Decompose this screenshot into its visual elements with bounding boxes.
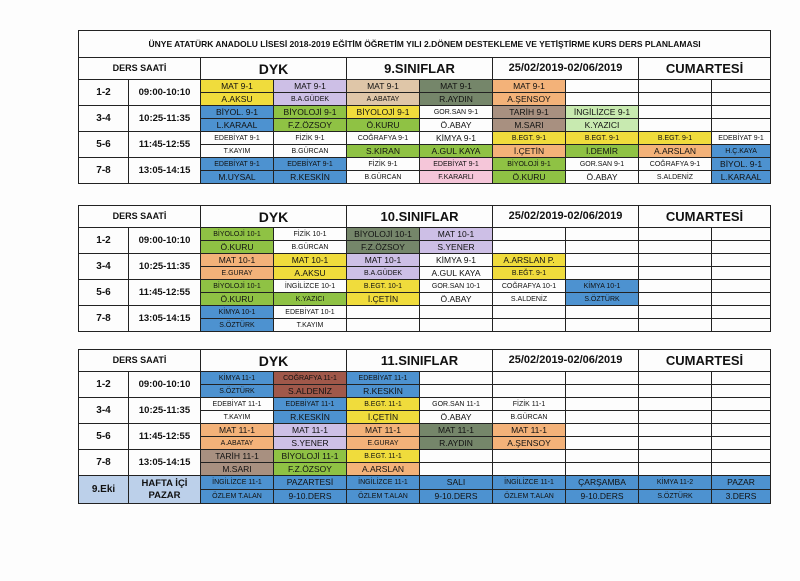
extra-day-line2: PAZAR xyxy=(148,490,181,501)
schedule-cell xyxy=(712,411,771,424)
schedule-cell: BİYOLOJİ 11-1 xyxy=(274,450,347,463)
schedule-cell xyxy=(566,437,639,450)
schedule-cell: T.KAYIM xyxy=(274,319,347,332)
schedule-cell xyxy=(420,463,493,476)
schedule-cell xyxy=(566,411,639,424)
schedule-cell: F.Z.ÖZSOY xyxy=(274,463,347,476)
schedule-cell: T.KAYIM xyxy=(201,411,274,424)
table-row xyxy=(79,398,771,411)
schedule-cell: COĞRAFYA 9-1 xyxy=(639,158,712,171)
schedule-table-10 xyxy=(78,205,771,332)
schedule-cell: S.KIRAN xyxy=(347,145,420,158)
schedule-cell: MAT 9-1 xyxy=(420,80,493,93)
time-range: 13:05-14:15 xyxy=(129,450,201,476)
document-title: ÜNYE ATATÜRK ANADOLU LİSESİ 2018-2019 EĞİTİM ÖĞRETİM YILI 2.DÖNEM DESTEKLEME VE YETİŞTİRME KURS DERS PLANLAMASI xyxy=(79,31,771,58)
schedule-cell xyxy=(566,398,639,411)
dyk-header: DYK xyxy=(201,350,347,372)
schedule-cell xyxy=(347,306,420,319)
schedule-cell: MAT 10-1 xyxy=(201,254,274,267)
class-header: 10.SINIFLAR xyxy=(347,206,493,228)
schedule-cell xyxy=(639,411,712,424)
schedule-cell xyxy=(712,254,771,267)
slot-label: 5-6 xyxy=(79,424,129,450)
time-range: 11:45-12:55 xyxy=(129,424,201,450)
slot-label: 5-6 xyxy=(79,280,129,306)
time-range: 13:05-14:15 xyxy=(129,158,201,184)
schedule-cell: 9-10.DERS xyxy=(566,490,639,504)
schedule-cell: B.GÜRCAN xyxy=(347,171,420,184)
schedule-cell: BİYOLOJİ 10-1 xyxy=(201,228,274,241)
schedule-cell xyxy=(712,372,771,385)
schedule-cell: 9-10.DERS xyxy=(420,490,493,504)
schedule-cell: EDEBİYAT 9-1 xyxy=(201,132,274,145)
schedule-cell xyxy=(712,80,771,93)
schedule-cell: E.GURAY xyxy=(201,267,274,280)
time-range: 09:00-10:10 xyxy=(129,372,201,398)
schedule-cell: BİYOL. 9-1 xyxy=(712,158,771,171)
schedule-cell xyxy=(639,372,712,385)
schedule-cell: B.A.GÜDEK xyxy=(347,267,420,280)
schedule-cell: EDEBİYAT 9-1 xyxy=(712,132,771,145)
schedule-cell xyxy=(639,106,712,119)
schedule-cell xyxy=(566,463,639,476)
schedule-cell: S.ÖZTÜRK xyxy=(639,490,712,504)
schedule-cell xyxy=(639,241,712,254)
schedule-cell: BİYOLOJİ 9-1 xyxy=(274,106,347,119)
schedule-cell: T.KAYIM xyxy=(201,145,274,158)
time-range: 11:45-12:55 xyxy=(129,280,201,306)
schedule-cell: EDEBİYAT 11-1 xyxy=(274,398,347,411)
schedule-cell xyxy=(420,385,493,398)
schedule-cell: MAT 9-1 xyxy=(493,80,566,93)
schedule-cell: B.EGT. 11-1 xyxy=(347,450,420,463)
schedule-cell xyxy=(639,119,712,132)
schedule-cell: R.KESKİN xyxy=(274,171,347,184)
schedule-cell xyxy=(712,93,771,106)
dyk-header: DYK xyxy=(201,58,347,80)
schedule-cell xyxy=(639,280,712,293)
schedule-cell: S.ALDENİZ xyxy=(274,385,347,398)
schedule-cell xyxy=(566,319,639,332)
schedule-cell xyxy=(420,319,493,332)
schedule-cell: MAT 9-1 xyxy=(347,80,420,93)
schedule-cell: S.ALDENİZ xyxy=(639,171,712,184)
schedule-cell xyxy=(712,385,771,398)
time-range: 09:00-10:10 xyxy=(129,80,201,106)
schedule-cell: K.YAZICI xyxy=(566,119,639,132)
schedule-cell: KİMYA 9-1 xyxy=(420,132,493,145)
schedule-cell: MAT 11-1 xyxy=(274,424,347,437)
schedule-cell: KİMYA 9-1 xyxy=(420,254,493,267)
schedule-cell: KİMYA 11-1 xyxy=(201,372,274,385)
schedule-cell: M.SARI xyxy=(201,463,274,476)
slot-label: 7-8 xyxy=(79,306,129,332)
schedule-cell: 3.DERS xyxy=(712,490,771,504)
extra-day-line1: HAFTA İÇİ xyxy=(141,477,188,489)
schedule-cell xyxy=(712,280,771,293)
schedule-cell: E.GURAY xyxy=(347,437,420,450)
schedule-cell xyxy=(639,306,712,319)
schedule-cell: M.SARI xyxy=(493,119,566,132)
schedule-cell: BİYOLOJİ 9-1 xyxy=(347,106,420,119)
schedule-cell: İ.ÇETİN xyxy=(347,411,420,424)
slot-label: 3-4 xyxy=(79,254,129,280)
table-row xyxy=(79,132,771,145)
schedule-cell: EDEBİYAT 9-1 xyxy=(201,158,274,171)
schedule-cell: F.KARARLI xyxy=(420,171,493,184)
schedule-cell: A.ŞENSOY xyxy=(493,437,566,450)
schedule-cell: MAT 9-1 xyxy=(274,80,347,93)
slot-label: 3-4 xyxy=(79,106,129,132)
schedule-cell: KİMYA 10-1 xyxy=(201,306,274,319)
schedule-cell: GOR.SAN 11-1 xyxy=(420,398,493,411)
schedule-cell xyxy=(566,241,639,254)
schedule-cell: B.EGT. 10-1 xyxy=(347,280,420,293)
slot-label: 1-2 xyxy=(79,228,129,254)
schedule-cell: Ö.KURU xyxy=(347,119,420,132)
schedule-cell: S.YENER xyxy=(274,437,347,450)
schedule-cell: S.ÖZTÜRK xyxy=(566,293,639,306)
schedule-cell: A.ABATAY xyxy=(347,93,420,106)
schedule-cell: ÖZLEM T.ALAN xyxy=(347,490,420,504)
schedule-cell: B.GÜRCAN xyxy=(493,411,566,424)
schedule-cell xyxy=(639,228,712,241)
table-row xyxy=(79,80,771,93)
slot-label: 5-6 xyxy=(79,132,129,158)
ders-saati-header: DERS SAATİ xyxy=(79,206,201,228)
schedule-cell xyxy=(712,398,771,411)
schedule-cell: BİYOLOJİ 9-1 xyxy=(493,158,566,171)
table-row xyxy=(79,158,771,171)
schedule-cell: A.ARSLAN xyxy=(639,145,712,158)
schedule-cell: PAZARTESİ xyxy=(274,476,347,490)
schedule-cell: MAT 10-1 xyxy=(420,228,493,241)
schedule-cell: B.GÜRCAN xyxy=(274,241,347,254)
schedule-cell: PAZAR xyxy=(712,476,771,490)
schedule-cell: EDEBİYAT 11-1 xyxy=(347,372,420,385)
schedule-cell xyxy=(493,450,566,463)
schedule-cell xyxy=(566,450,639,463)
schedule-cell: S.ALDENİZ xyxy=(493,293,566,306)
schedule-cell xyxy=(493,228,566,241)
schedule-cell: A.GUL KAYA xyxy=(420,267,493,280)
schedule-cell xyxy=(639,254,712,267)
table-row xyxy=(79,254,771,267)
schedule-cell: COĞRAFYA 9-1 xyxy=(347,132,420,145)
schedule-cell xyxy=(493,372,566,385)
schedule-cell: Ö.ABAY xyxy=(566,171,639,184)
schedule-cell xyxy=(639,93,712,106)
schedule-cell: L.KARAAL xyxy=(712,171,771,184)
schedule-cell: B.EĞT. 9-1 xyxy=(493,267,566,280)
schedule-cell: COĞRAFYA 10-1 xyxy=(493,280,566,293)
schedule-cell: MAT 11-1 xyxy=(420,424,493,437)
schedule-cell xyxy=(639,319,712,332)
schedule-cell: F.Z.ÖZSOY xyxy=(347,241,420,254)
schedule-cell: MAT 10-1 xyxy=(347,254,420,267)
ders-saati-header: DERS SAATİ xyxy=(79,350,201,372)
schedule-table-9 xyxy=(78,30,771,184)
extra-label: 9.Eki xyxy=(79,476,129,504)
schedule-cell: İNGİLİZCE 11-1 xyxy=(201,476,274,490)
schedule-cell: TARİH 11-1 xyxy=(201,450,274,463)
class-header: 11.SINIFLAR xyxy=(347,350,493,372)
schedule-cell: S.YENER xyxy=(420,241,493,254)
date-range-header: 25/02/2019-02/06/2019 xyxy=(493,206,639,228)
schedule-cell: A.ABATAY xyxy=(201,437,274,450)
schedule-table-11 xyxy=(78,349,771,504)
date-range-header: 25/02/2019-02/06/2019 xyxy=(493,350,639,372)
slot-label: 7-8 xyxy=(79,158,129,184)
schedule-cell xyxy=(712,437,771,450)
schedule-cell: R.AYDIN xyxy=(420,93,493,106)
schedule-cell xyxy=(712,319,771,332)
schedule-cell: FİZİK 10-1 xyxy=(274,228,347,241)
schedule-cell: İ.DEMİR xyxy=(566,145,639,158)
schedule-cell: BİYOL. 9-1 xyxy=(201,106,274,119)
slot-label: 3-4 xyxy=(79,398,129,424)
schedule-cell: Ö.ABAY xyxy=(420,119,493,132)
schedule-cell: BİYOLOJİ 10-1 xyxy=(347,228,420,241)
schedule-cell: İNGİLİZCE 10-1 xyxy=(274,280,347,293)
schedule-cell xyxy=(493,385,566,398)
saturday-header: CUMARTESİ xyxy=(639,58,771,80)
schedule-cell xyxy=(712,119,771,132)
schedule-cell xyxy=(566,306,639,319)
schedule-cell xyxy=(639,293,712,306)
schedule-cell: A.ŞENSOY xyxy=(493,93,566,106)
table-row xyxy=(79,476,771,490)
schedule-cell xyxy=(493,241,566,254)
ders-saati-header: DERS SAATİ xyxy=(79,58,201,80)
schedule-cell: Ö.ABAY xyxy=(420,411,493,424)
schedule-cell: A.AKSU xyxy=(201,93,274,106)
saturday-header: CUMARTESİ xyxy=(639,206,771,228)
schedule-cell: Ö.KURU xyxy=(493,171,566,184)
schedule-cell xyxy=(639,398,712,411)
schedule-cell xyxy=(493,306,566,319)
schedule-cell: GOR.SAN 9-1 xyxy=(566,158,639,171)
schedule-cell xyxy=(712,106,771,119)
schedule-cell: B.EGT. 9-1 xyxy=(566,132,639,145)
date-range-header: 25/02/2019-02/06/2019 xyxy=(493,58,639,80)
schedule-cell: ÖZLEM T.ALAN xyxy=(493,490,566,504)
dyk-header: DYK xyxy=(201,206,347,228)
schedule-cell xyxy=(493,319,566,332)
schedule-cell: COĞRAFYA 11-1 xyxy=(274,372,347,385)
schedule-cell: B.GÜRCAN xyxy=(274,145,347,158)
schedule-cell: Ö.ABAY xyxy=(420,293,493,306)
schedule-cell: R.AYDIN xyxy=(420,437,493,450)
schedule-cell: FİZİK 11-1 xyxy=(493,398,566,411)
schedule-cell xyxy=(347,319,420,332)
time-range: 10:25-11:35 xyxy=(129,106,201,132)
schedule-cell xyxy=(493,463,566,476)
schedule-cell: SALI xyxy=(420,476,493,490)
extra-day xyxy=(129,476,201,504)
schedule-cell: A.ARSLAN xyxy=(347,463,420,476)
schedule-cell: MAT 11-1 xyxy=(347,424,420,437)
schedule-cell: EDEBİYAT 11-1 xyxy=(201,398,274,411)
schedule-cell xyxy=(566,267,639,280)
schedule-cell: M.UYSAL xyxy=(201,171,274,184)
schedule-cell: GOR.SAN 9-1 xyxy=(420,106,493,119)
schedule-cell: 9-10.DERS xyxy=(274,490,347,504)
schedule-cell xyxy=(566,254,639,267)
schedule-cell xyxy=(566,93,639,106)
schedule-cell: MAT 11-1 xyxy=(493,424,566,437)
schedule-cell xyxy=(712,267,771,280)
schedule-cell: F.Z.ÖZSOY xyxy=(274,119,347,132)
schedule-cell xyxy=(420,306,493,319)
schedule-cell: EDEBİYAT 10-1 xyxy=(274,306,347,319)
schedule-cell: BİYOLOJİ 10-1 xyxy=(201,280,274,293)
schedule-cell xyxy=(566,385,639,398)
time-range: 13:05-14:15 xyxy=(129,306,201,332)
schedule-cell: MAT 11-1 xyxy=(201,424,274,437)
schedule-cell: GOR.SAN 10-1 xyxy=(420,280,493,293)
schedule-cell xyxy=(639,450,712,463)
schedule-cell xyxy=(712,424,771,437)
schedule-cell: ÇARŞAMBA xyxy=(566,476,639,490)
schedule-cell xyxy=(639,267,712,280)
schedule-cell: MAT 10-1 xyxy=(274,254,347,267)
schedule-cell xyxy=(566,372,639,385)
table-row xyxy=(79,228,771,241)
schedule-cell: B.EGT. 11-1 xyxy=(347,398,420,411)
table-row xyxy=(79,372,771,385)
schedule-cell xyxy=(712,450,771,463)
schedule-cell: İ.ÇETİN xyxy=(347,293,420,306)
time-range: 09:00-10:10 xyxy=(129,228,201,254)
schedule-cell: A.GUL KAYA xyxy=(420,145,493,158)
slot-label: 1-2 xyxy=(79,80,129,106)
schedule-cell: B.EGT. 9-1 xyxy=(639,132,712,145)
table-row xyxy=(79,306,771,319)
schedule-cell: R.KESKİN xyxy=(274,411,347,424)
table-row xyxy=(79,280,771,293)
time-range: 10:25-11:35 xyxy=(129,398,201,424)
schedule-cell: ÖZLEM T.ALAN xyxy=(201,490,274,504)
schedule-cell: B.EGT. 9-1 xyxy=(493,132,566,145)
schedule-cell xyxy=(712,463,771,476)
schedule-cell: S.ÖZTÜRK xyxy=(201,319,274,332)
schedule-cell xyxy=(712,306,771,319)
schedule-cell xyxy=(712,241,771,254)
schedule-cell: R.KESKİN xyxy=(347,385,420,398)
schedule-cell: İ.ÇETİN xyxy=(493,145,566,158)
saturday-header: CUMARTESİ xyxy=(639,350,771,372)
schedule-cell: L.KARAAL xyxy=(201,119,274,132)
schedule-cell xyxy=(566,424,639,437)
schedule-cell xyxy=(639,424,712,437)
schedule-cell: S.ÖZTÜRK xyxy=(201,385,274,398)
schedule-cell: B.A.GÜDEK xyxy=(274,93,347,106)
schedule-cell: TARİH 9-1 xyxy=(493,106,566,119)
schedule-cell: H.Ç.KAYA xyxy=(712,145,771,158)
class-header: 9.SINIFLAR xyxy=(347,58,493,80)
schedule-cell: K.YAZICI xyxy=(274,293,347,306)
schedule-cell xyxy=(639,463,712,476)
schedule-cell: İNGİLİZCE 11-1 xyxy=(347,476,420,490)
schedule-cell: A.AKSU xyxy=(274,267,347,280)
slot-label: 7-8 xyxy=(79,450,129,476)
schedule-cell xyxy=(420,372,493,385)
schedule-cell xyxy=(420,450,493,463)
schedule-cell: İNGİLİZCE 11-1 xyxy=(493,476,566,490)
schedule-cell: FİZİK 9-1 xyxy=(274,132,347,145)
schedule-cell: Ö.KURU xyxy=(201,293,274,306)
schedule-cell xyxy=(566,80,639,93)
schedule-cell: MAT 9-1 xyxy=(201,80,274,93)
schedule-cell: İNGİLİZCE 9-1 xyxy=(566,106,639,119)
schedule-cell: KİMYA 11-2 xyxy=(639,476,712,490)
schedule-cell: A.ARSLAN P. xyxy=(493,254,566,267)
schedule-cell: Ö.KURU xyxy=(201,241,274,254)
table-row xyxy=(79,106,771,119)
schedule-cell: EDEBİYAT 9-1 xyxy=(420,158,493,171)
schedule-cell xyxy=(639,385,712,398)
time-range: 10:25-11:35 xyxy=(129,254,201,280)
schedule-cell: KİMYA 10-1 xyxy=(566,280,639,293)
schedule-cell xyxy=(712,228,771,241)
slot-label: 1-2 xyxy=(79,372,129,398)
schedule-cell xyxy=(566,228,639,241)
schedule-cell: FİZİK 9-1 xyxy=(347,158,420,171)
time-range: 11:45-12:55 xyxy=(129,132,201,158)
table-row xyxy=(79,450,771,463)
table-row xyxy=(79,424,771,437)
schedule-cell xyxy=(639,80,712,93)
schedule-cell xyxy=(639,437,712,450)
schedule-cell: EDEBİYAT 9-1 xyxy=(274,158,347,171)
schedule-cell xyxy=(712,293,771,306)
